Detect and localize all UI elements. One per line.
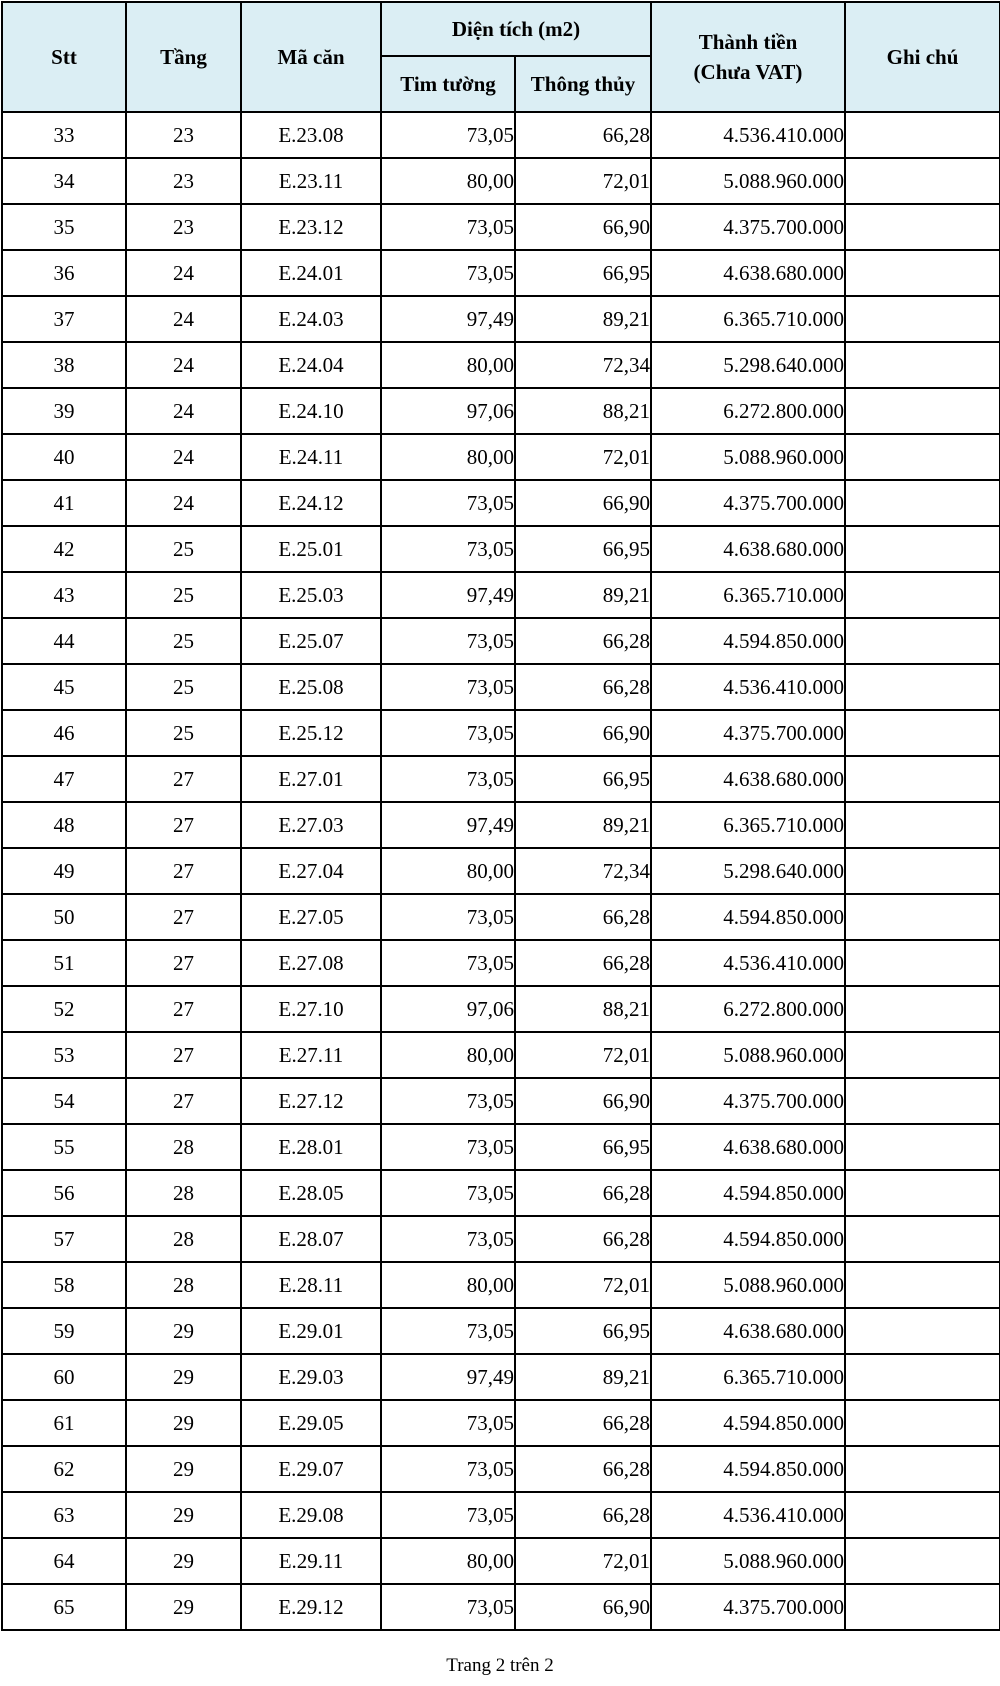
cell-thong-thuy: 66,28 [515,1492,651,1538]
cell-thanh-tien: 5.298.640.000 [651,848,845,894]
cell-stt: 61 [2,1400,126,1446]
cell-ghi-chu [845,940,1000,986]
cell-tim-tuong: 73,05 [381,756,515,802]
cell-stt: 40 [2,434,126,480]
cell-ghi-chu [845,802,1000,848]
cell-ma-can: E.27.12 [241,1078,381,1124]
table-row [2,710,1000,756]
cell-thanh-tien: 4.638.680.000 [651,1308,845,1354]
cell-stt: 42 [2,526,126,572]
cell-thanh-tien: 6.272.800.000 [651,388,845,434]
cell-stt: 38 [2,342,126,388]
cell-tang: 23 [126,112,241,158]
cell-tang: 27 [126,802,241,848]
cell-thong-thuy: 66,95 [515,1124,651,1170]
cell-ghi-chu [845,204,1000,250]
cell-tang: 25 [126,572,241,618]
cell-stt: 60 [2,1354,126,1400]
cell-ghi-chu [845,664,1000,710]
table-row [2,296,1000,342]
cell-thong-thuy: 66,95 [515,1308,651,1354]
table-row [2,1124,1000,1170]
cell-thanh-tien: 5.088.960.000 [651,1262,845,1308]
cell-thong-thuy: 66,95 [515,756,651,802]
cell-thanh-tien: 6.365.710.000 [651,572,845,618]
cell-tim-tuong: 97,49 [381,1354,515,1400]
cell-thanh-tien: 4.594.850.000 [651,1170,845,1216]
table-row [2,1538,1000,1584]
cell-thanh-tien: 4.375.700.000 [651,480,845,526]
cell-stt: 47 [2,756,126,802]
cell-thong-thuy: 89,21 [515,1354,651,1400]
cell-ghi-chu [845,1078,1000,1124]
cell-tang: 28 [126,1170,241,1216]
cell-ma-can: E.23.11 [241,158,381,204]
cell-ma-can: E.23.08 [241,112,381,158]
cell-ma-can: E.27.08 [241,940,381,986]
cell-ma-can: E.24.12 [241,480,381,526]
header-dien-tich: Diện tích (m2) [381,2,651,56]
cell-ma-can: E.24.11 [241,434,381,480]
cell-tim-tuong: 80,00 [381,434,515,480]
cell-ma-can: E.29.08 [241,1492,381,1538]
cell-thong-thuy: 89,21 [515,802,651,848]
cell-thanh-tien: 5.088.960.000 [651,434,845,480]
cell-thong-thuy: 66,28 [515,112,651,158]
cell-thanh-tien: 5.088.960.000 [651,1032,845,1078]
cell-tang: 24 [126,250,241,296]
cell-ma-can: E.25.01 [241,526,381,572]
cell-thanh-tien: 6.365.710.000 [651,296,845,342]
cell-ghi-chu [845,1400,1000,1446]
cell-stt: 52 [2,986,126,1032]
table-row [2,434,1000,480]
cell-tim-tuong: 73,05 [381,526,515,572]
table-body [2,112,1000,1630]
cell-thong-thuy: 66,28 [515,894,651,940]
cell-ma-can: E.27.05 [241,894,381,940]
cell-ghi-chu [845,1446,1000,1492]
table-row [2,1078,1000,1124]
cell-ghi-chu [845,158,1000,204]
cell-ghi-chu [845,1308,1000,1354]
table-row [2,1308,1000,1354]
cell-tang: 25 [126,664,241,710]
cell-tang: 23 [126,204,241,250]
cell-stt: 62 [2,1446,126,1492]
cell-stt: 39 [2,388,126,434]
cell-ghi-chu [845,1124,1000,1170]
cell-thanh-tien: 5.298.640.000 [651,342,845,388]
cell-thanh-tien: 4.594.850.000 [651,1446,845,1492]
table-row [2,1262,1000,1308]
cell-ghi-chu [845,1262,1000,1308]
cell-thanh-tien: 4.536.410.000 [651,112,845,158]
cell-tim-tuong: 73,05 [381,710,515,756]
cell-ghi-chu [845,756,1000,802]
cell-thong-thuy: 66,28 [515,664,651,710]
table-row [2,480,1000,526]
cell-tim-tuong: 73,05 [381,1492,515,1538]
cell-ma-can: E.24.04 [241,342,381,388]
cell-tim-tuong: 80,00 [381,342,515,388]
table-row [2,1492,1000,1538]
cell-stt: 64 [2,1538,126,1584]
cell-thong-thuy: 72,34 [515,342,651,388]
cell-tim-tuong: 73,05 [381,1170,515,1216]
cell-tang: 28 [126,1124,241,1170]
price-table [1,1,1000,1631]
cell-thong-thuy: 66,90 [515,710,651,756]
cell-thanh-tien: 4.638.680.000 [651,1124,845,1170]
cell-tang: 25 [126,526,241,572]
cell-ma-can: E.27.04 [241,848,381,894]
header-stt: Stt [2,2,126,112]
cell-tang: 27 [126,940,241,986]
cell-stt: 65 [2,1584,126,1630]
header-ghi-chu: Ghi chú [845,2,1000,112]
cell-thanh-tien: 4.638.680.000 [651,756,845,802]
table-row [2,1400,1000,1446]
table-row [2,1170,1000,1216]
header-thanh-tien-line2: (Chưa VAT) [693,60,803,84]
cell-thong-thuy: 66,28 [515,940,651,986]
cell-tim-tuong: 73,05 [381,1308,515,1354]
cell-thong-thuy: 66,95 [515,250,651,296]
cell-ghi-chu [845,894,1000,940]
cell-tim-tuong: 73,05 [381,1078,515,1124]
header-thanh-tien-line1: Thành tiền [698,30,798,54]
cell-ma-can: E.23.12 [241,204,381,250]
cell-tang: 27 [126,1078,241,1124]
cell-stt: 58 [2,1262,126,1308]
cell-ghi-chu [845,480,1000,526]
cell-tang: 25 [126,618,241,664]
cell-thong-thuy: 66,28 [515,1216,651,1262]
cell-tim-tuong: 73,05 [381,1584,515,1630]
cell-ma-can: E.29.11 [241,1538,381,1584]
cell-thanh-tien: 5.088.960.000 [651,1538,845,1584]
cell-stt: 44 [2,618,126,664]
cell-thong-thuy: 66,28 [515,618,651,664]
cell-thong-thuy: 72,01 [515,434,651,480]
cell-ghi-chu [845,388,1000,434]
cell-tim-tuong: 97,06 [381,388,515,434]
table-row [2,802,1000,848]
table-row [2,250,1000,296]
cell-stt: 55 [2,1124,126,1170]
table-row [2,158,1000,204]
cell-ghi-chu [845,112,1000,158]
cell-ma-can: E.24.01 [241,250,381,296]
cell-tang: 27 [126,756,241,802]
cell-thanh-tien: 4.594.850.000 [651,894,845,940]
cell-stt: 45 [2,664,126,710]
cell-stt: 34 [2,158,126,204]
cell-tim-tuong: 73,05 [381,1124,515,1170]
cell-ma-can: E.24.03 [241,296,381,342]
cell-tang: 29 [126,1538,241,1584]
table-row [2,1216,1000,1262]
cell-tim-tuong: 97,06 [381,986,515,1032]
cell-thong-thuy: 72,01 [515,1262,651,1308]
table-row [2,526,1000,572]
cell-tang: 27 [126,894,241,940]
cell-ma-can: E.29.01 [241,1308,381,1354]
cell-thanh-tien: 4.536.410.000 [651,664,845,710]
cell-ghi-chu [845,1354,1000,1400]
table-row [2,618,1000,664]
cell-stt: 50 [2,894,126,940]
cell-thanh-tien: 4.638.680.000 [651,250,845,296]
cell-ma-can: E.25.12 [241,710,381,756]
cell-thong-thuy: 66,28 [515,1446,651,1492]
cell-tim-tuong: 73,05 [381,1400,515,1446]
table-row [2,388,1000,434]
table-row [2,1032,1000,1078]
table-row [2,940,1000,986]
cell-ma-can: E.25.03 [241,572,381,618]
cell-stt: 43 [2,572,126,618]
cell-ghi-chu [845,250,1000,296]
cell-tim-tuong: 73,05 [381,940,515,986]
cell-tang: 29 [126,1446,241,1492]
cell-stt: 41 [2,480,126,526]
cell-thanh-tien: 4.375.700.000 [651,1078,845,1124]
cell-thanh-tien: 6.272.800.000 [651,986,845,1032]
cell-tang: 24 [126,342,241,388]
table-row [2,756,1000,802]
cell-thanh-tien: 4.594.850.000 [651,618,845,664]
cell-tang: 25 [126,710,241,756]
cell-ghi-chu [845,572,1000,618]
cell-tim-tuong: 80,00 [381,158,515,204]
cell-tim-tuong: 73,05 [381,480,515,526]
cell-thong-thuy: 66,95 [515,526,651,572]
cell-ma-can: E.24.10 [241,388,381,434]
cell-ghi-chu [845,710,1000,756]
cell-tang: 29 [126,1584,241,1630]
table-row [2,986,1000,1032]
cell-thong-thuy: 66,90 [515,1584,651,1630]
cell-stt: 57 [2,1216,126,1262]
cell-thanh-tien: 4.594.850.000 [651,1216,845,1262]
cell-thanh-tien: 5.088.960.000 [651,158,845,204]
cell-ghi-chu [845,434,1000,480]
cell-tim-tuong: 73,05 [381,112,515,158]
cell-tim-tuong: 97,49 [381,802,515,848]
cell-thong-thuy: 72,01 [515,1032,651,1078]
table-row [2,112,1000,158]
header-tim-tuong: Tim tường [381,56,515,112]
cell-thanh-tien: 4.536.410.000 [651,940,845,986]
cell-tang: 28 [126,1262,241,1308]
cell-thong-thuy: 89,21 [515,296,651,342]
cell-thong-thuy: 66,28 [515,1170,651,1216]
header-thanh-tien [651,2,845,112]
cell-thong-thuy: 88,21 [515,986,651,1032]
cell-tim-tuong: 73,05 [381,204,515,250]
cell-ma-can: E.25.07 [241,618,381,664]
cell-ma-can: E.27.01 [241,756,381,802]
cell-ghi-chu [845,986,1000,1032]
header-tang: Tầng [126,2,241,112]
table-row [2,894,1000,940]
table-row [2,664,1000,710]
cell-ma-can: E.29.03 [241,1354,381,1400]
table-row [2,848,1000,894]
cell-thanh-tien: 4.594.850.000 [651,1400,845,1446]
cell-tim-tuong: 80,00 [381,848,515,894]
cell-ghi-chu [845,296,1000,342]
cell-ma-can: E.29.05 [241,1400,381,1446]
cell-stt: 33 [2,112,126,158]
cell-thong-thuy: 89,21 [515,572,651,618]
cell-tang: 27 [126,986,241,1032]
table-row [2,342,1000,388]
cell-ghi-chu [845,1538,1000,1584]
cell-thanh-tien: 6.365.710.000 [651,802,845,848]
header-thong-thuy: Thông thủy [515,56,651,112]
cell-tim-tuong: 73,05 [381,250,515,296]
cell-stt: 54 [2,1078,126,1124]
cell-tim-tuong: 73,05 [381,618,515,664]
cell-ghi-chu [845,618,1000,664]
cell-ghi-chu [845,1032,1000,1078]
cell-tang: 28 [126,1216,241,1262]
cell-stt: 37 [2,296,126,342]
cell-ma-can: E.25.08 [241,664,381,710]
cell-tang: 24 [126,480,241,526]
cell-thong-thuy: 66,90 [515,1078,651,1124]
table-row [2,1354,1000,1400]
cell-tim-tuong: 73,05 [381,1216,515,1262]
cell-tang: 29 [126,1400,241,1446]
cell-tang: 24 [126,434,241,480]
table-header [2,2,1000,112]
cell-tang: 29 [126,1492,241,1538]
cell-tim-tuong: 80,00 [381,1538,515,1584]
table-row [2,204,1000,250]
page-footer: Trang 2 trên 2 [446,1655,554,1676]
cell-ma-can: E.29.12 [241,1584,381,1630]
cell-tang: 24 [126,388,241,434]
cell-tang: 23 [126,158,241,204]
cell-tang: 24 [126,296,241,342]
cell-tim-tuong: 80,00 [381,1032,515,1078]
cell-tim-tuong: 73,05 [381,1446,515,1492]
cell-tang: 29 [126,1308,241,1354]
cell-stt: 36 [2,250,126,296]
cell-tim-tuong: 97,49 [381,296,515,342]
cell-thong-thuy: 88,21 [515,388,651,434]
cell-thanh-tien: 4.638.680.000 [651,526,845,572]
cell-thong-thuy: 72,01 [515,1538,651,1584]
header-row-top [2,2,1000,56]
cell-ma-can: E.29.07 [241,1446,381,1492]
cell-ghi-chu [845,1584,1000,1630]
cell-thanh-tien: 4.536.410.000 [651,1492,845,1538]
cell-ghi-chu [845,1492,1000,1538]
cell-ma-can: E.28.11 [241,1262,381,1308]
cell-stt: 63 [2,1492,126,1538]
cell-ghi-chu [845,1170,1000,1216]
cell-tang: 27 [126,848,241,894]
cell-stt: 56 [2,1170,126,1216]
cell-stt: 51 [2,940,126,986]
cell-ma-can: E.28.05 [241,1170,381,1216]
cell-ma-can: E.27.03 [241,802,381,848]
cell-ghi-chu [845,526,1000,572]
cell-tang: 29 [126,1354,241,1400]
cell-ma-can: E.27.11 [241,1032,381,1078]
cell-ma-can: E.28.01 [241,1124,381,1170]
cell-thanh-tien: 4.375.700.000 [651,204,845,250]
cell-ma-can: E.28.07 [241,1216,381,1262]
cell-ghi-chu [845,342,1000,388]
cell-thong-thuy: 72,34 [515,848,651,894]
cell-tim-tuong: 73,05 [381,894,515,940]
cell-thong-thuy: 66,90 [515,204,651,250]
cell-thanh-tien: 6.365.710.000 [651,1354,845,1400]
cell-stt: 59 [2,1308,126,1354]
cell-tim-tuong: 80,00 [381,1262,515,1308]
cell-stt: 49 [2,848,126,894]
cell-tim-tuong: 73,05 [381,664,515,710]
cell-thong-thuy: 66,90 [515,480,651,526]
cell-stt: 48 [2,802,126,848]
table-row [2,1446,1000,1492]
cell-ma-can: E.27.10 [241,986,381,1032]
table-row [2,1584,1000,1630]
cell-thanh-tien: 4.375.700.000 [651,710,845,756]
cell-ghi-chu [845,848,1000,894]
cell-stt: 53 [2,1032,126,1078]
cell-tang: 27 [126,1032,241,1078]
cell-ghi-chu [845,1216,1000,1262]
cell-thong-thuy: 72,01 [515,158,651,204]
cell-tim-tuong: 97,49 [381,572,515,618]
cell-thong-thuy: 66,28 [515,1400,651,1446]
cell-thanh-tien: 4.375.700.000 [651,1584,845,1630]
header-ma-can: Mã căn [241,2,381,112]
cell-stt: 46 [2,710,126,756]
cell-stt: 35 [2,204,126,250]
table-row [2,572,1000,618]
